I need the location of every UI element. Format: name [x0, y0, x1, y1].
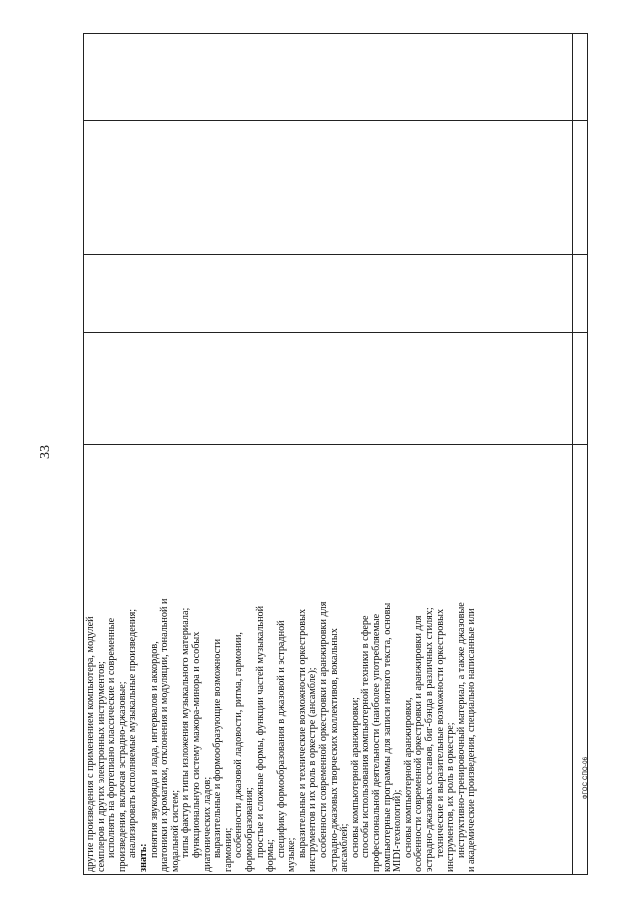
content-line: произведения, включая эстрадно-джазовые; [116, 681, 128, 872]
content-line: эстрадно-джазовых составов, биг-бэнда в различных стилях; [424, 607, 435, 872]
content-line: понятия звукоряда и лада, интервалов и аккордов, [148, 641, 160, 858]
page-number: 33 [38, 445, 53, 459]
table-row-divider [84, 254, 587, 255]
footer-code: ФГОС СПО-06 [583, 756, 589, 800]
content-line: семплеров и других электронных инструментов; [95, 661, 107, 872]
content-line: гармонии; [222, 827, 234, 872]
content-line: диатонических ладов; [201, 776, 213, 872]
content-line: специфику формообразования в джазовой и эстрадной [275, 620, 287, 858]
content-line: модальной систем; [169, 789, 181, 872]
table-row-divider [84, 332, 587, 333]
content-line: диатоники и хроматики, отклонения и модуляции, тональной и [159, 598, 171, 872]
content-line: MIDI-технологий); [392, 789, 404, 872]
content-line: формы; [265, 839, 277, 872]
competency-table [83, 33, 588, 875]
content-line: типы фактур и типы изложения музыкального материала; [180, 607, 192, 858]
content-line: особенности современной оркестровки и аранжировки для [318, 601, 330, 858]
content-line: простые и сложные формы, функции частей музыкальной [254, 605, 266, 858]
table-column-divider [572, 34, 573, 874]
content-line: инструментов и их роль в оркестре (ансамбле); [307, 667, 319, 872]
content-line: инструктивно-тренировочный материал, а также джазовые [455, 602, 467, 858]
content-line: технические и выразительные возможности оркестровых [434, 608, 446, 858]
content-line: основы компьютерной аранжировки; [349, 697, 361, 858]
content-line: и академические произведения, специально написанные или [466, 608, 478, 872]
content-line: выразительные и формообразующие возможности [212, 638, 224, 858]
content-line: профессиональной деятельности (наиболее употребляемые [371, 613, 383, 872]
content-line: анализировать исполняемые музыкальные произведения; [127, 608, 139, 858]
content-line: компьютерные программы для записи нотного текста, основы [381, 602, 393, 872]
content-line: особенности джазовой ладовости, ритма, гармонии, [233, 632, 245, 858]
content-line: способы использования компьютерной техники в сфере [360, 615, 372, 858]
content-line: выразительные и технические возможности оркестровых [296, 608, 308, 858]
content-line: исполнять на фортепиано классические и современные [106, 617, 118, 858]
content-line: ансамблей; [339, 823, 351, 872]
content-line: инструментов, их роль в оркестре; [445, 722, 457, 872]
content-line: другие произведения с применением компьютера, модулей [85, 616, 96, 872]
table-row-divider [84, 444, 587, 445]
content-line: основы компьютерной аранжировки, [402, 697, 414, 858]
content-line: особенности современной оркестровки и аранжировки для [413, 615, 425, 872]
content-line: формообразования; [243, 787, 255, 872]
table-row-divider [84, 120, 587, 121]
content-line: эстрадно-джазовых творческих коллективов, вокальных [328, 628, 340, 872]
table-cell-content [84, 35, 573, 876]
content-line: знать: [137, 843, 149, 872]
content-line: функциональную систему мажора-минора и особых [190, 631, 202, 858]
content-line: музыке; [286, 837, 298, 872]
